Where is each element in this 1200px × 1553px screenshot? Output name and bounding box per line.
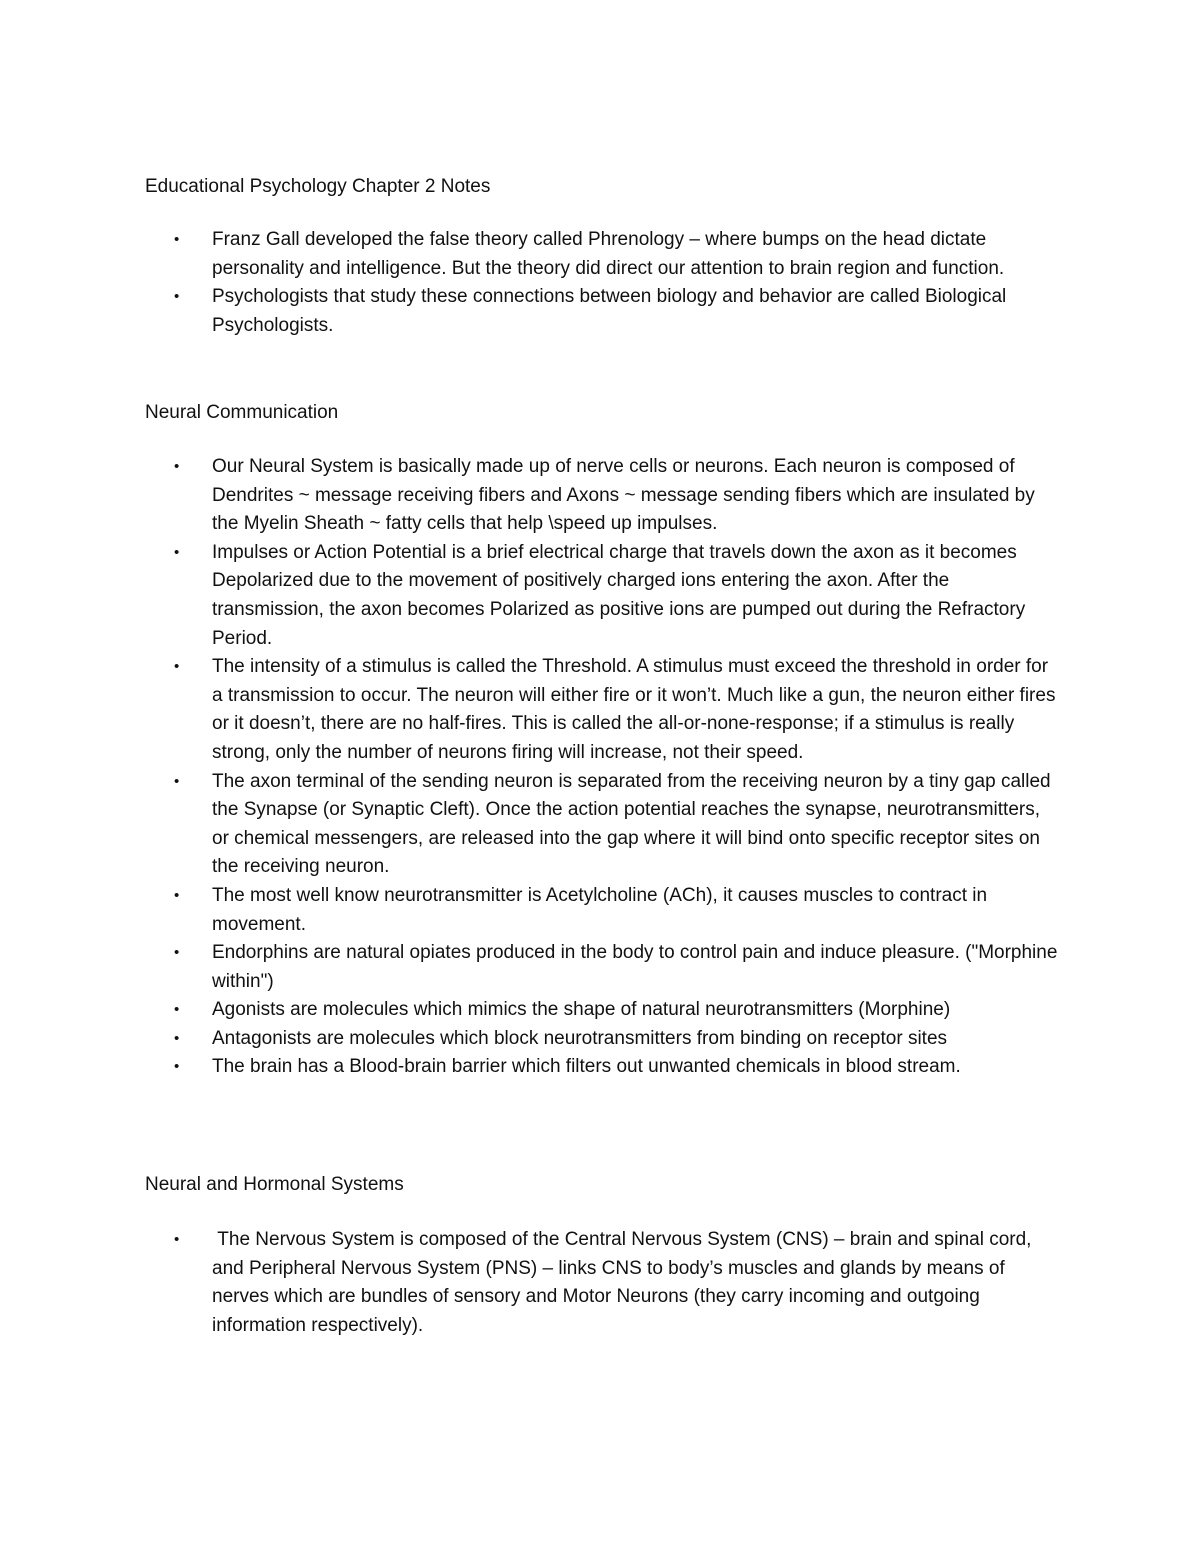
list-item (0, 453, 1062, 539)
bullet-icon: • (174, 288, 180, 306)
intro-bullet-list (0, 226, 1200, 340)
list-item-text: Impulses or Action Potential is a brief electrical charge that travels down the axon as it becomes Depolarized due to the movement of positively charged ions entering the axon. After the transmission, the axon becomes Polarized as positive ions are pumped out during the Refractory Period. (212, 541, 1026, 649)
list-item-text: Franz Gall developed the false theory called Phrenology – where bumps on the head dictate personality and intelligence. But the theory did direct our attention to brain region and function. (212, 229, 1005, 279)
list-item (0, 768, 1062, 882)
list-item-text: The brain has a Blood-brain barrier which filters out unwanted chemicals in blood stream. (212, 1056, 961, 1078)
list-item (0, 939, 1062, 996)
list-item-text: Psychologists that study these connections between biology and behavior are called Biological Psychologists. (212, 286, 1007, 336)
list-item-text: The most well know neurotransmitter is Acetylcholine (ACh), it causes muscles to contract in movement. (212, 884, 988, 935)
list-item (0, 1226, 1062, 1340)
neural-hormonal-bullet-list (0, 1226, 1200, 1340)
list-item (0, 226, 1062, 283)
bullet-icon: • (174, 1058, 180, 1076)
list-item-text: Agonists are molecules which mimics the shape of natural neurotransmitters (Morphine) (212, 999, 951, 1021)
bullet-icon: • (174, 231, 180, 248)
neural-communication-bullet-list (0, 453, 1200, 1082)
list-item (0, 996, 1062, 1025)
list-item-text: Endorphins are natural opiates produced in the body to control pain and induce pleasure. ("Morphine within") (212, 942, 1058, 992)
list-item-text: The intensity of a stimulus is called the Threshold. A stimulus must exceed the threshold in order for a transmission to occur. The neuron will either fire or it won’t. Much like a gun, the neuron either fires or it doesn’t, there are no half-fires. This is called the all-or-none-response; if a stimulus is really strong, only the number of neurons firing will increase, not their speed. (212, 656, 1056, 763)
bullet-icon: • (174, 658, 180, 676)
list-item-text: Antagonists are molecules which block neurotransmitters from binding on receptor sites (212, 1027, 948, 1049)
list-item-text: The axon terminal of the sending neuron is separated from the receiving neuron by a tiny gap called the Synapse (or Synaptic Cleft). Once the action potential reaches the synapse, neurotransmitters, or chemical messengers, are released into the gap where it will bind onto specific receptor sites on the receiving neuron. (212, 770, 1051, 878)
list-item (0, 283, 1062, 340)
list-item (0, 653, 1062, 767)
bullet-icon: • (174, 1001, 180, 1019)
bullet-icon: • (174, 772, 180, 790)
list-item (0, 1053, 1062, 1082)
list-item (0, 1025, 1062, 1054)
page-title: Educational Psychology Chapter 2 Notes (145, 176, 491, 197)
section-heading-neural-communication: Neural Communication (145, 402, 339, 423)
bullet-icon: • (174, 1029, 180, 1047)
bullet-icon: • (174, 944, 180, 962)
bullet-icon: • (174, 458, 180, 475)
bullet-icon: • (174, 1231, 180, 1248)
list-item-text: Our Neural System is basically made up of nerve cells or neurons. Each neuron is composed of Dendrites ~ message receiving fibers and Axons ~ message sending fibers which are insulated by the Myelin Sheath ~ fatty cells that help \speed up impulses. (212, 456, 1035, 535)
list-item-text: The Nervous System is composed of the Central Nervous System (CNS) – brain and spinal cord, and Peripheral Nervous System (PNS) – links CNS to body’s muscles and glands by means of nerves which are bundles of sensory and Motor Neurons (they carry incoming and outgoing information respectively). (212, 1229, 1037, 1336)
bullet-icon: • (174, 886, 180, 904)
list-item (0, 539, 1062, 653)
section-heading-neural-and-hormonal-systems: Neural and Hormonal Systems (145, 1174, 404, 1195)
list-item (0, 882, 1062, 939)
bullet-icon: • (174, 543, 180, 561)
